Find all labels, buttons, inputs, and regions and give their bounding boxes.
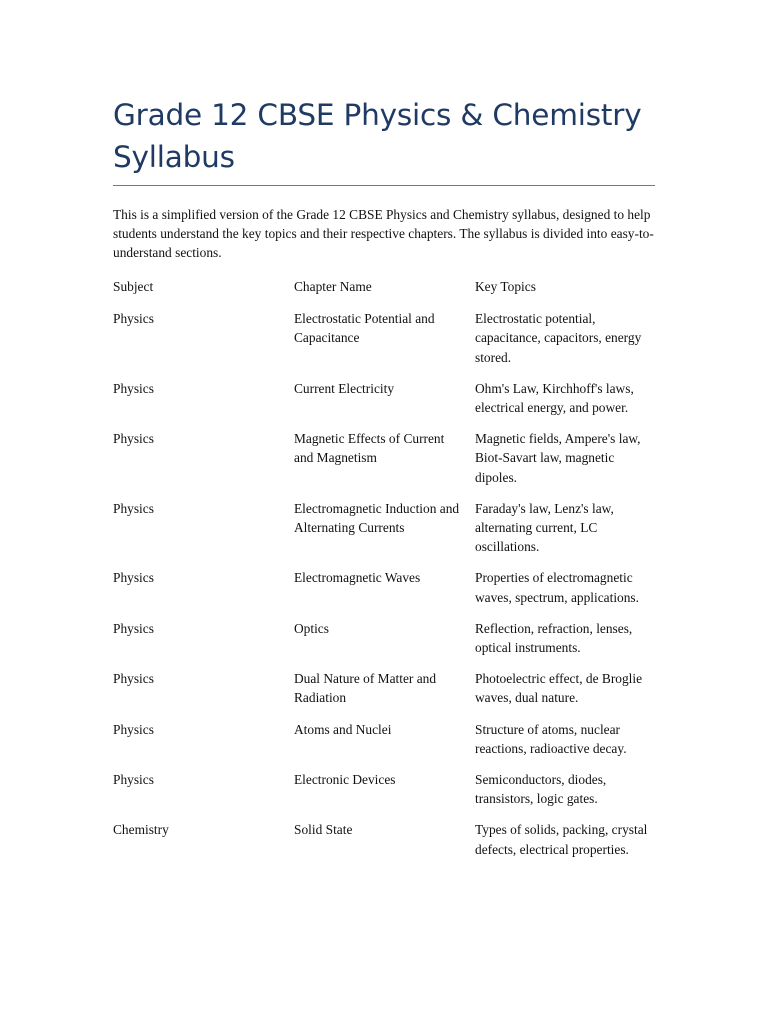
cell-chapter: Optics [294, 620, 329, 636]
table-row [113, 820, 655, 870]
cell-chapter: Electromagnetic Induction and Alternating Currents [294, 500, 460, 536]
cell-topics: Types of solids, packing, crystal defects, electrical properties. [475, 822, 648, 857]
cell-topics: Semiconductors, diodes, transistors, logic gates. [475, 772, 607, 807]
cell-subject: Physics [113, 721, 154, 737]
intro-paragraph: This is a simplified version of the Grade 12 CBSE Physics and Chemistry syllabus, designed to help students understand the key topics and their respective chapters. The syllabus is divided into easy-to-understand sections. [113, 207, 654, 260]
table-row [113, 568, 655, 618]
table-row [113, 309, 655, 379]
table-row [113, 770, 655, 820]
cell-chapter: Electronic Devices [294, 772, 396, 788]
cell-subject: Physics [113, 500, 154, 516]
cell-topics: Properties of electromagnetic waves, spectrum, applications. [475, 570, 639, 605]
table-body [113, 309, 655, 871]
cell-topics: Structure of atoms, nuclear reactions, radioactive decay. [475, 721, 627, 756]
cell-topics: Magnetic fields, Ampere's law, Biot-Savart law, magnetic dipoles. [475, 431, 641, 485]
cell-topics: Ohm's Law, Kirchhoff's laws, electrical energy, and power. [475, 380, 634, 416]
cell-subject: Physics [113, 620, 154, 636]
header-key-topics: Key Topics [475, 279, 536, 294]
table-header-row [113, 277, 655, 309]
cell-subject: Physics [113, 570, 154, 586]
cell-subject: Physics [113, 380, 154, 396]
cell-chapter: Dual Nature of Matter and Radiation [294, 671, 437, 706]
table-row [113, 619, 655, 669]
table-row [113, 720, 655, 770]
table-row [113, 669, 655, 719]
table-row [113, 499, 655, 569]
cell-topics: Reflection, refraction, lenses, optical instruments. [475, 620, 633, 656]
cell-chapter: Magnetic Effects of Current and Magnetism [294, 431, 445, 466]
syllabus-table [113, 277, 655, 871]
cell-subject: Physics [113, 311, 154, 327]
page-title: Grade 12 CBSE Physics & Chemistry Syllabus [113, 94, 655, 186]
table-row [113, 379, 655, 429]
document-page [113, 94, 655, 871]
cell-chapter: Electrostatic Potential and Capacitance [294, 311, 435, 346]
cell-topics: Electrostatic potential, capacitance, capacitors, energy stored. [475, 311, 642, 365]
cell-topics: Faraday's law, Lenz's law, alternating current, LC oscillations. [475, 500, 614, 555]
cell-chapter: Current Electricity [294, 380, 395, 396]
cell-chapter: Solid State [294, 822, 353, 838]
cell-subject: Chemistry [113, 822, 169, 838]
cell-subject: Physics [113, 671, 154, 687]
cell-subject: Physics [113, 772, 154, 788]
cell-topics: Photoelectric effect, de Broglie waves, dual nature. [475, 671, 643, 706]
table-header [113, 277, 655, 309]
header-subject: Subject [113, 279, 154, 294]
header-chapter-name: Chapter Name [294, 279, 372, 294]
cell-chapter: Electromagnetic Waves [294, 570, 421, 586]
table-row [113, 429, 655, 499]
cell-chapter: Atoms and Nuclei [294, 721, 392, 737]
cell-subject: Physics [113, 431, 154, 447]
